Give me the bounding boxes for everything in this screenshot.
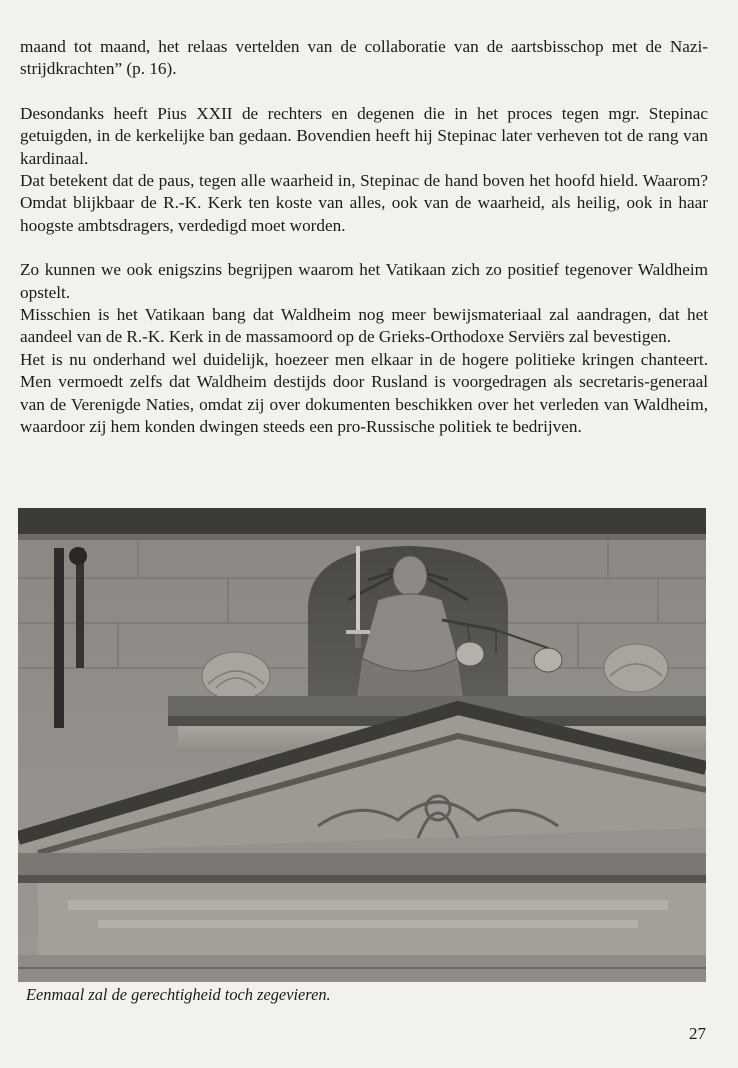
paragraph-gap <box>20 81 708 103</box>
justice-statue-photo <box>18 508 706 982</box>
paragraph-gap <box>20 237 708 259</box>
paragraph-5: Misschien is het Vatikaan bang dat Waldheim nog meer bewijsmateriaal zal aandragen, dat het aandeel van de R.-K. Kerk in de massamoord op de Grieks-Orthodoxe Serviërs zal bevestigen. <box>20 305 708 347</box>
paragraph-3: Dat betekent dat de paus, tegen alle waarheid in, Stepinac de hand boven het hoofd hield. Waarom? Omdat blijkbaar de R.-K. Kerk ten koste van alles, ook van de waarheid, als heilig, ook in haar hoogste ambtsdragers, verdedigd moet worden. <box>20 171 708 235</box>
paragraph-4: Zo kunnen we ook enigszins begrijpen waarom het Vatikaan zich zo positief tegenover Waldheim opstelt. <box>20 260 708 302</box>
paragraph-1: maand tot maand, het relaas vertelden van de collaboratie van de aartsbisschop met de Nazi-strijdkrachten” (p. 16). <box>20 37 708 79</box>
paragraph-6: Het is nu onderhand wel duidelijk, hoezeer men elkaar in de hogere politieke kringen chanteert. Men vermoedt zelfs dat Waldheim destijds door Rusland is voorgedragen als secretaris-generaal van de Verenigde Naties, omdat zij over dokumenten beschikken over het verleden van Waldheim, waardoor zij hem konden dwingen steeds een pro-Russische politiek te bedrijven. <box>20 349 708 437</box>
paragraph-2: Desondanks heeft Pius XXII de rechters en degenen die in het proces tegen mgr. Stepinac getuigden, in de kerkelijke ban gedaan. Bovendien heeft hij Stepinac later verheven tot de rang van kardinaal. <box>20 103 708 168</box>
photo-caption: Eenmaal zal de gerechtigheid toch zegevieren. <box>26 985 331 1004</box>
body-text <box>20 36 708 439</box>
page-number: 27 <box>689 1024 706 1043</box>
photo-illustration <box>18 508 706 982</box>
